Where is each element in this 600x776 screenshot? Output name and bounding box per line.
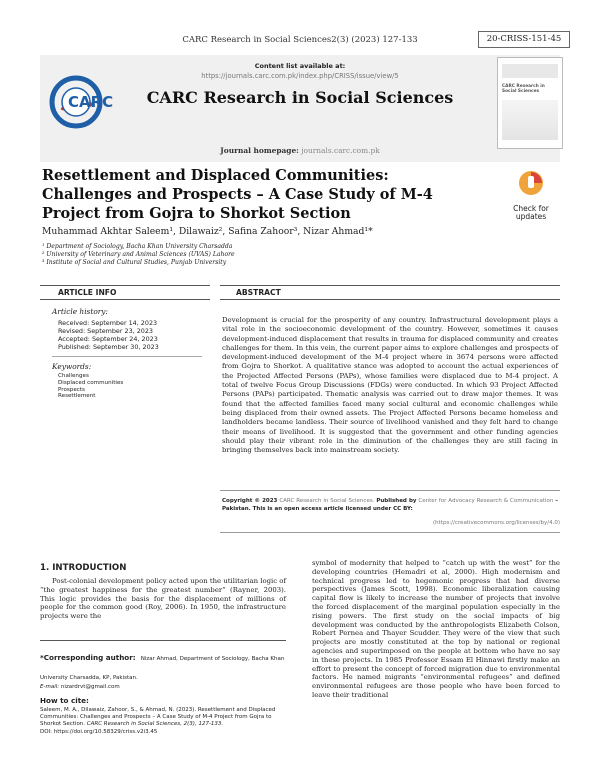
corresponding-author-text: Nizar Ahmad, Department of Sociology, Bacha Khan University Charsadda, KP, Pakistan.: [40, 656, 285, 681]
check-updates-icon: [506, 169, 556, 201]
article-info-top-rule: [40, 285, 210, 286]
how-to-cite-label: How to cite:: [40, 696, 89, 705]
badge-text-line-2: updates: [515, 212, 547, 221]
article-title: [42, 166, 442, 223]
keyword-item: Prospects: [58, 386, 85, 393]
article-title-line-1: Resettlement and Displaced Communities:: [42, 167, 389, 184]
copyright-bottom-rule: [220, 532, 560, 533]
published-by-label: Published by: [376, 498, 417, 504]
keywords-list: [58, 373, 123, 400]
email-label: E-mail:: [40, 684, 60, 690]
license-url-link[interactable]: (https://creativecommons.org/licenses/by/4.0): [433, 520, 560, 526]
corresponding-author-label: *Corresponding author:: [40, 653, 136, 662]
affiliation-2: ² University of Veterinary and Animal Sciences (UVAS) Lahore: [42, 251, 235, 258]
email-link[interactable]: nizardrvt@gmail.com: [60, 684, 120, 690]
article-title-line-2: Challenges and Prospects – A Case Study of M-4: [42, 186, 433, 203]
citation-body: Saleem, M. A., Dilawaiz, Zahoor, S., & Ahmad, N. (2023). Resettlement and Displaced Communities: Challenges and Prospects – A Case Study of M-4 Project from Gojra to Shorkot Section.: [40, 707, 276, 727]
history-published: Published: September 30, 2023: [58, 343, 159, 351]
doi-link[interactable]: DOI: https://doi.org/10.58329/criss.v2i3.45: [40, 729, 158, 735]
copyright-rule: [220, 490, 560, 491]
info-divider: [52, 356, 202, 357]
copyright-prefix: Copyright © 2023: [222, 498, 278, 504]
homepage-link[interactable]: journals.carc.com.pk: [301, 146, 380, 155]
introduction-heading: 1. INTRODUCTION: [40, 563, 127, 573]
history-accepted: Accepted: September 24, 2023: [58, 335, 158, 343]
article-history-label: Article history:: [52, 307, 108, 316]
journal-reference: CARC Research in Social Sciences2(3) (2023) 127-133: [182, 35, 418, 45]
abstract-bottom-rule: [220, 299, 560, 300]
article-info-bottom-rule: [40, 299, 210, 300]
journal-title: CARC Research in Social Sciences: [146, 88, 454, 107]
check-for-updates-badge[interactable]: [506, 169, 556, 223]
keywords-label: Keywords:: [52, 362, 92, 371]
history-received: Received: September 14, 2023: [58, 319, 158, 327]
author-list: Muhammad Akhtar Saleem¹, Dilawaiz², Safina Zahoor³, Nizar Ahmad¹*: [42, 226, 373, 237]
email-line: [40, 684, 286, 691]
affiliations: [42, 243, 442, 267]
article-info-heading: ARTICLE INFO: [58, 288, 117, 297]
footnote-block: [40, 645, 286, 736]
publisher-link[interactable]: Center for Advocacy Research & Communication: [418, 498, 554, 504]
affiliation-3: ³ Institute of Social and Cultural Studies, Punjab University: [42, 259, 227, 266]
abstract-text: Development is crucial for the prosperity of any country. Infrastructural development plays a vital role in the socioeconomic development of the country. However, sometimes it causes development-induced displacement that results in trauma for displaced community and creates challenges for them. In this vein, the current paper aims to explore challenges and prospects of development-induced development of the M-4 project where in 3674 persons were affected from Gojra to Shorkot. A qualitative stance was adopted to account the actual experiences of the Projected Affected Persons (PAPs), whose families were displaced due to M-4 project. A total of twelve Focus Group Discussions (FDGs) were conducted. In which 93 Project Affected Persons (PAPs) participated. Thematic analysis was carried out to draw major themes. It was found that the affected families faced many social cultural and economic challenges while being displaced from their owned assets. The Project Affected Persons became homeless and landholders became landless. Their source of livelihood vanished and they felt hard to change their means of livelihood. It is suggested that the government and other funding agencies should play their vibrant role in the diminution of the challenges they are still facing in bringing themselves back into mainstream society.: [222, 316, 558, 455]
journal-homepage: [150, 146, 450, 155]
keyword-item: Resettlement: [58, 393, 96, 400]
intro-left-column: Post-colonial development policy acted upon the utilitarian logic of “the greatest happiness for the greatest number” (Rayner, 2003). This logic provides the basis for the displacement of millions of people for the common good (Roy, 2006). In 1950, the infrastructure projects were the: [40, 577, 286, 621]
history-revised: Revised: September 23, 2023: [58, 327, 153, 335]
homepage-label: Journal homepage:: [220, 146, 299, 155]
svg-text:CARC: CARC: [68, 93, 114, 111]
article-history-list: [58, 319, 159, 351]
badge-text-line-1: Check for: [513, 204, 549, 213]
document-id-box: 20-CRISS-151-45: [478, 31, 570, 48]
article-title-line-3: Project from Gojra to Shorkot Section: [42, 205, 351, 222]
abstract-heading: ABSTRACT: [236, 288, 281, 297]
copyright-journal-link[interactable]: CARC Research in Social Sciences.: [279, 498, 375, 504]
license-statement: – Pakistan. This is an open access article licensed under CC BY:: [222, 498, 559, 512]
intro-right-column: symbol of modernity that helped to “catch up with the west” for the developing countries (Hemadri et al, 2000). High modernism and technical progress led to hegemonic progress that had diverse perspectives (James Scott, 1998). Economic liberalization causing capital flow is likely to increase the number of projects that involve the forced displacement of the marginal population especially in the rising powers. The first study on the social impacts of big development was conducted by the anthropologists Elizabeth Colson, Robert Pernea and Thayer Scudder. They were of the view that such projects are mostly constituted at the top by national or regional agencies and superimposed on the people at bottom who have no say in these projects. In 1985 Professor Essam El Hinnawi firstly make an effort to present the concept of forced migration due to environmental factors. He named migrants “environmental refugees” and defined environmental refugees are those people who have been forced to leave their traditional: [312, 559, 560, 699]
abstract-top-rule: [220, 285, 560, 286]
keyword-item: Displaced communities: [58, 379, 124, 386]
carc-logo-icon: [48, 66, 138, 136]
content-available-label: Content list available at:: [254, 62, 346, 70]
citation-text: [40, 707, 286, 728]
footnote-rule: [40, 640, 286, 641]
carc-logo: [48, 66, 138, 136]
affiliation-1: ¹ Department of Sociology, Bacha Khan University Charsadda: [42, 243, 233, 250]
citation-journal: CARC Research in Social Sciences, 2(3), 127-133.: [86, 721, 224, 727]
copyright-notice: [222, 498, 558, 513]
issue-url-link[interactable]: https://journals.carc.com.pk/index.php/CRISS/issue/view/5: [201, 72, 399, 80]
keyword-item: Challenges: [58, 373, 89, 379]
journal-cover-thumbnail: [497, 57, 563, 149]
cover-title: CARC Research in Social Sciences: [502, 84, 545, 95]
